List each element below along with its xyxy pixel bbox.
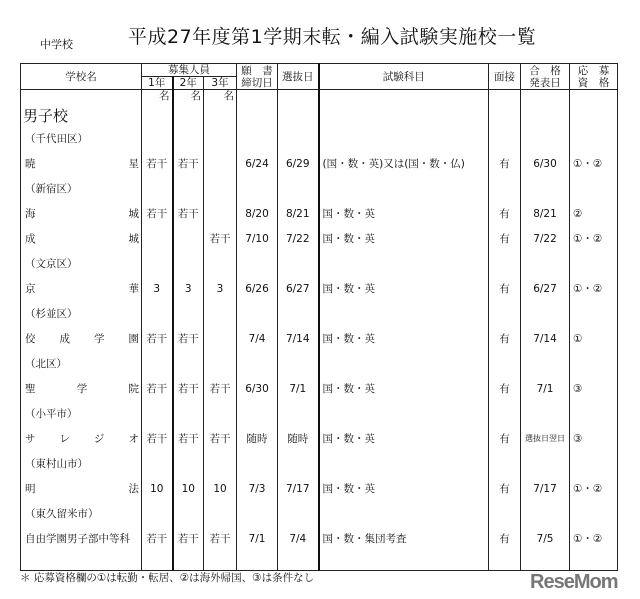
cell-selection: 8/21	[278, 201, 319, 226]
school-name: 成城	[21, 226, 142, 251]
cell-selection: 7/14	[278, 326, 319, 351]
table-row	[21, 376, 618, 401]
cell-y3	[204, 151, 237, 176]
school-name: サレジオ	[21, 426, 142, 451]
cell-announce: 選抜日翌日	[521, 426, 570, 451]
cell-deadline: 6/24	[237, 151, 278, 176]
cell-y3	[204, 201, 237, 226]
cell-y2: 10	[173, 476, 204, 501]
cell-announce: 6/30	[521, 151, 570, 176]
cell-y3: 3	[204, 276, 237, 301]
cell-deadline: 8/20	[237, 201, 278, 226]
school-name: 聖学院	[21, 376, 142, 401]
cell-subjects: 国・数・英	[319, 376, 489, 401]
schools-table	[20, 63, 618, 571]
cell-y3: 若干	[204, 526, 237, 551]
category-heading: 男子校	[21, 104, 142, 126]
region-name: （北区）	[21, 351, 142, 376]
header-announce: 合 格 発表日	[521, 64, 570, 90]
region-row	[21, 401, 618, 426]
cell-announce: 7/5	[521, 526, 570, 551]
unit-label: 名	[204, 90, 237, 105]
cell-selection: 7/4	[278, 526, 319, 551]
region-row	[21, 126, 618, 151]
header-recruit: 募集人員	[142, 64, 237, 77]
cell-y3	[204, 326, 237, 351]
header-y2: 2年	[173, 77, 204, 90]
cell-selection: 6/27	[278, 276, 319, 301]
cell-y1: 若干	[142, 326, 173, 351]
cell-eligibility: ①・②	[570, 226, 618, 251]
cell-eligibility: ③	[570, 426, 618, 451]
table-row	[21, 326, 618, 351]
cell-y1: 10	[142, 476, 173, 501]
table-row	[21, 426, 618, 451]
region-row	[21, 176, 618, 201]
cell-announce: 7/14	[521, 326, 570, 351]
cell-y2: 若干	[173, 201, 204, 226]
cell-eligibility: ①・②	[570, 526, 618, 551]
school-name: 暁星	[21, 151, 142, 176]
cell-y3: 若干	[204, 426, 237, 451]
cell-interview: 有	[489, 426, 521, 451]
cell-selection: 6/29	[278, 151, 319, 176]
cell-eligibility: ②	[570, 201, 618, 226]
cell-announce: 7/22	[521, 226, 570, 251]
cell-y2: 若干	[173, 526, 204, 551]
cell-y2: 若干	[173, 376, 204, 401]
cell-subjects: 国・数・英	[319, 426, 489, 451]
resemom-logo: ReseMom	[530, 571, 618, 593]
header-eligibility: 応 募 資 格	[570, 64, 618, 90]
header-selection: 選抜日	[278, 64, 319, 90]
region-name: （新宿区）	[21, 176, 142, 201]
school-name: 佼成学園	[21, 326, 142, 351]
header-subjects: 試験科目	[319, 64, 489, 90]
cell-announce: 7/17	[521, 476, 570, 501]
cell-subjects: 国・数・集団考査	[319, 526, 489, 551]
cell-y2: 若干	[173, 151, 204, 176]
cell-y1: 若干	[142, 151, 173, 176]
footnote: ＊ 応募資格欄の①は転勤・転居、②は海外帰国、③は条件なし	[20, 572, 315, 584]
table-row	[21, 476, 618, 501]
table-row	[21, 151, 618, 176]
cell-y1: 3	[142, 276, 173, 301]
cell-subjects: 国・数・英	[319, 201, 489, 226]
cell-announce: 6/27	[521, 276, 570, 301]
region-name: （杉並区）	[21, 301, 142, 326]
header-y1: 1年	[142, 77, 173, 90]
cell-y2: 若干	[173, 326, 204, 351]
cell-subjects: 国・数・英	[319, 276, 489, 301]
cell-eligibility: ③	[570, 376, 618, 401]
cell-deadline: 7/10	[237, 226, 278, 251]
cell-interview: 有	[489, 226, 521, 251]
cell-eligibility: ①・②	[570, 476, 618, 501]
cell-subjects: 国・数・英	[319, 326, 489, 351]
cell-y2: 3	[173, 276, 204, 301]
region-row	[21, 501, 618, 526]
cell-deadline: 7/1	[237, 526, 278, 551]
cell-interview: 有	[489, 201, 521, 226]
region-name: （千代田区）	[21, 126, 142, 151]
cell-interview: 有	[489, 326, 521, 351]
cell-deadline: 随時	[237, 426, 278, 451]
cell-y1: 若干	[142, 201, 173, 226]
cell-y3: 10	[204, 476, 237, 501]
region-name: （小平市）	[21, 401, 142, 426]
cell-y2	[173, 226, 204, 251]
cell-deadline: 6/26	[237, 276, 278, 301]
cell-announce: 7/1	[521, 376, 570, 401]
cell-selection: 7/22	[278, 226, 319, 251]
unit-label: 名	[173, 90, 204, 105]
table-row	[21, 201, 618, 226]
cell-interview: 有	[489, 526, 521, 551]
school-level-label: 中学校	[40, 38, 73, 51]
cell-y1: 若干	[142, 376, 173, 401]
region-name: （文京区）	[21, 251, 142, 276]
cell-deadline: 7/4	[237, 326, 278, 351]
cell-y1	[142, 226, 173, 251]
cell-selection: 7/17	[278, 476, 319, 501]
school-name: 明法	[21, 476, 142, 501]
unit-label: 名	[142, 90, 173, 105]
cell-announce: 8/21	[521, 201, 570, 226]
cell-eligibility: ①・②	[570, 276, 618, 301]
cell-subjects: 国・数・英	[319, 476, 489, 501]
table-row	[21, 526, 618, 551]
cell-subjects: (国・数・英)又は(国・数・仏)	[319, 151, 489, 176]
header-school: 学校名	[21, 64, 142, 90]
region-row	[21, 451, 618, 476]
header-interview: 面接	[489, 64, 521, 90]
table-row	[21, 276, 618, 301]
school-name: 海城	[21, 201, 142, 226]
cell-y3: 若干	[204, 226, 237, 251]
school-name: 自由学園男子部中等科	[21, 526, 142, 551]
cell-y1: 若干	[142, 426, 173, 451]
cell-eligibility: ①	[570, 326, 618, 351]
cell-y1: 若干	[142, 526, 173, 551]
school-name: 京華	[21, 276, 142, 301]
cell-y3: 若干	[204, 376, 237, 401]
header-y3: 3年	[204, 77, 237, 90]
cell-y2: 若干	[173, 426, 204, 451]
region-name: （東久留米市）	[21, 501, 142, 526]
header-deadline: 願 書 締切日	[237, 64, 278, 90]
cell-selection: 7/1	[278, 376, 319, 401]
page-title: 平成27年度第1学期末転・編入試験実施校一覧	[128, 26, 537, 48]
table-row	[21, 226, 618, 251]
region-row	[21, 351, 618, 376]
region-row	[21, 301, 618, 326]
cell-interview: 有	[489, 476, 521, 501]
cell-eligibility: ①・②	[570, 151, 618, 176]
cell-interview: 有	[489, 376, 521, 401]
cell-interview: 有	[489, 276, 521, 301]
region-row	[21, 251, 618, 276]
region-name: （東村山市）	[21, 451, 142, 476]
cell-selection: 随時	[278, 426, 319, 451]
cell-subjects: 国・数・英	[319, 226, 489, 251]
cell-deadline: 6/30	[237, 376, 278, 401]
cell-deadline: 7/3	[237, 476, 278, 501]
cell-interview: 有	[489, 151, 521, 176]
